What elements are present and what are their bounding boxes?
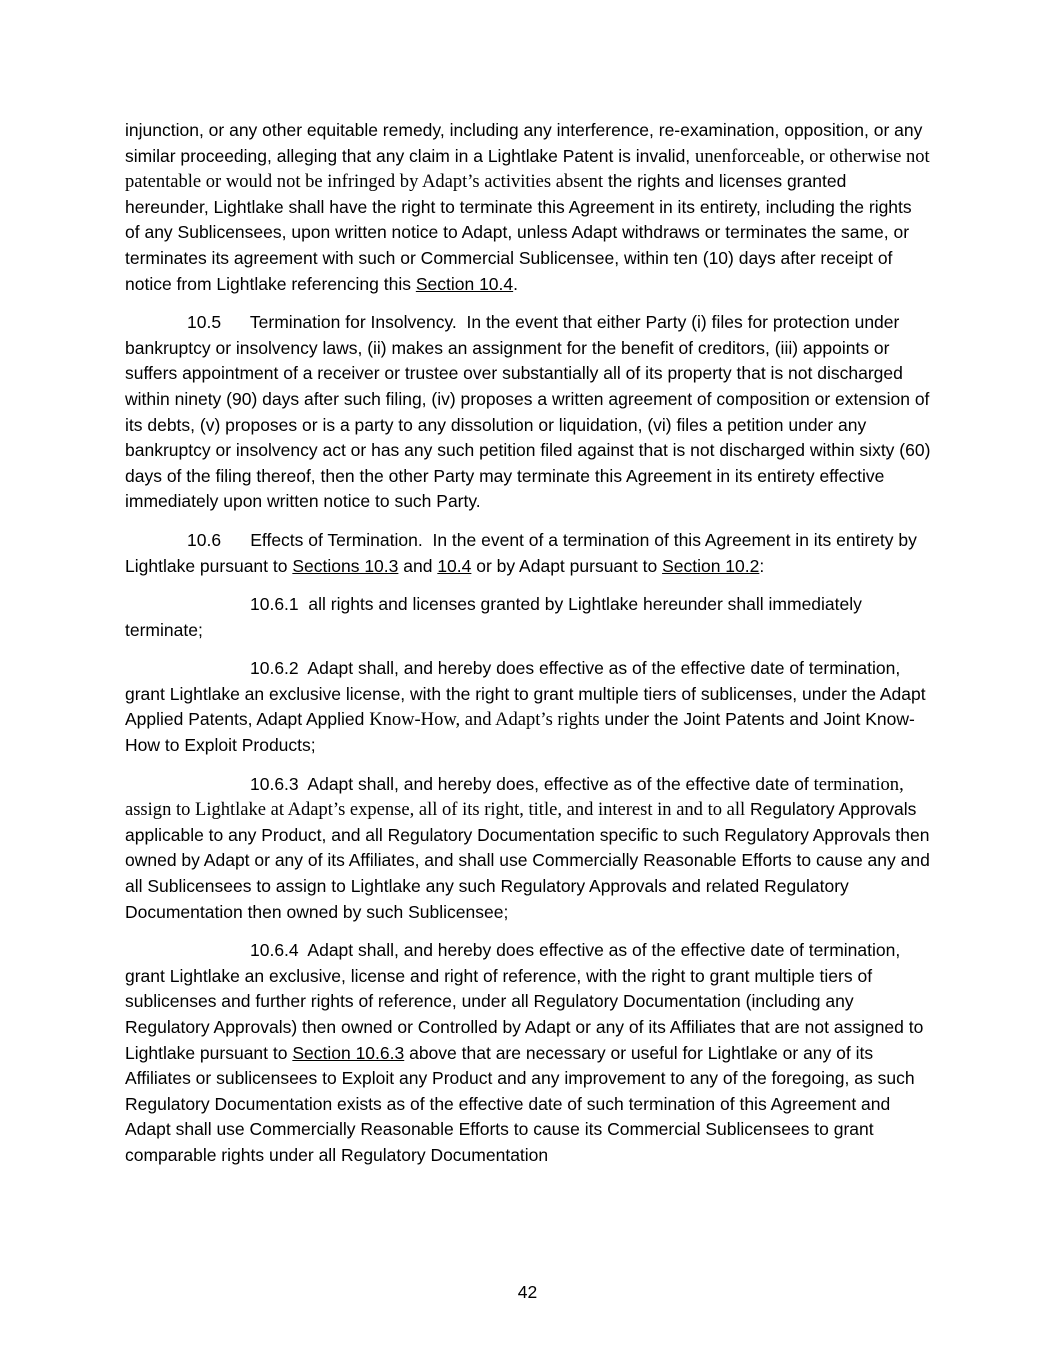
text-segment: 10.6 Effects of Termination. In the event of a termination of this Agreement in its entirety by Lightlake pursuant to bbox=[125, 529, 922, 576]
text-segment: 10.6.3 Adapt shall, and hereby does, effective as of the effective date of bbox=[250, 773, 814, 794]
section-reference: 10.4 bbox=[437, 555, 472, 576]
text-segment: unenforceable, or otherwise not patentable or would not be infringed by Adapt’s activities absent bbox=[125, 145, 935, 193]
text-segment: : bbox=[759, 555, 765, 576]
text-segment: termination, assign to Lightlake at Adapt’s expense, all of its right, title, and interest in and to all bbox=[125, 773, 909, 821]
text-segment: above that are necessary or useful for Lightlake or any of its Affiliates or sublicensees to Exploit any Product and any improvement to any of the foregoing, as such Regulatory Documentation exists as of the effective date of such termination of this Agreement and Adapt shall use Commercially Reasonable Efforts to cause its Commercial Sublicensees to grant comparable rights under all Regulatory Documentation bbox=[125, 1042, 920, 1165]
text-segment: Regulatory Approvals applicable to any Product, and all Regulatory Documentation specific to such Regulatory Approvals then owned by Adapt or any of its Affiliates, and shall use Commercially Reasonable Efforts to cause any and all Sublicensees to assign to Lightlake any such Regulatory Approvals and related Regulatory Documentation then owned by such Sublicensee; bbox=[125, 799, 935, 922]
text-segment: Know-How, and Adapt’s rights bbox=[369, 709, 600, 731]
paragraph-6 bbox=[125, 938, 931, 1168]
page-content bbox=[125, 118, 936, 1182]
paragraphs bbox=[125, 118, 936, 1169]
text-segment: under the Joint Patents and Joint Know-How to Exploit Products; bbox=[125, 709, 915, 756]
section-reference: Section 10.4 bbox=[415, 273, 514, 294]
text-segment: 10.6.4 Adapt shall, and hereby does effective as of the effective date of termination, grant Lightlake an exclusive, license and right of reference, with the right to grant multiple tiers of sublicenses and further rights of reference, under all Regulatory Documentation (including any Regulatory Approvals) then owned or Controlled by Adapt or any of its Affiliates that are not assigned to Lightlake pursuant to bbox=[125, 940, 929, 1063]
text-segment: 10.5 Termination for Insolvency. In the event that either Party (i) files for protection under bankruptcy or insolvency laws, (ii) makes an assignment for the benefit of creditors, (iii) appoints or suffers appointment of a receiver or trustee over substantially all of its property that is not discharged within ninety (90) days after such filing, (iv) proposes a written agreement of composition or extension of its debts, (v) proposes or is a party to any dissolution or liquidation, (vi) files a petition under any bankruptcy or insolvency act or has any such petition filed against that is not discharged within sixty (60) days of the filing thereof, then the other Party may terminate this Agreement in its entirety effective immediately upon written notice to such Party. bbox=[125, 312, 936, 512]
section-reference: Section 10.6.3 bbox=[292, 1042, 405, 1063]
text-segment: the rights and licenses granted hereunder, Lightlake shall have the right to terminate this Agreement in its entirety, including the rights of any Sublicensees, upon written notice to Adapt, unless Adapt withdraws or terminates the same, or terminates its agreement with such or Commercial Sublicensee, within ten (10) days after receipt of notice from Lightlake referencing this bbox=[125, 171, 917, 294]
paragraph-5 bbox=[125, 772, 935, 926]
paragraph-3 bbox=[125, 592, 931, 643]
paragraph-2 bbox=[125, 528, 931, 579]
paragraph-0 bbox=[125, 118, 935, 297]
text-segment: . bbox=[513, 273, 519, 294]
page-number: 42 bbox=[517, 1282, 538, 1302]
text-segment: and bbox=[398, 555, 438, 576]
section-reference: Sections 10.3 bbox=[292, 555, 399, 576]
text-segment: or by Adapt pursuant to bbox=[471, 555, 663, 576]
text-segment: 10.6.1 all rights and licenses granted by Lightlake hereunder shall immediately terminate; bbox=[125, 594, 867, 640]
paragraph-1 bbox=[125, 310, 936, 515]
text-segment: injunction, or any other equitable remedy, including any interference, re-examination, opposition, or any similar proceeding, alleging that any claim in a Lightlake Patent is invalid, bbox=[125, 120, 928, 166]
text-segment: 10.6.2 Adapt shall, and hereby does effective as of the effective date of termination, grant Lightlake an exclusive license, with the right to grant multiple tiers of sublicenses, under the Adapt Applied Patents, Adapt Applied bbox=[125, 658, 930, 730]
section-reference: Section 10.2 bbox=[662, 555, 760, 576]
paragraph-4 bbox=[125, 656, 931, 758]
